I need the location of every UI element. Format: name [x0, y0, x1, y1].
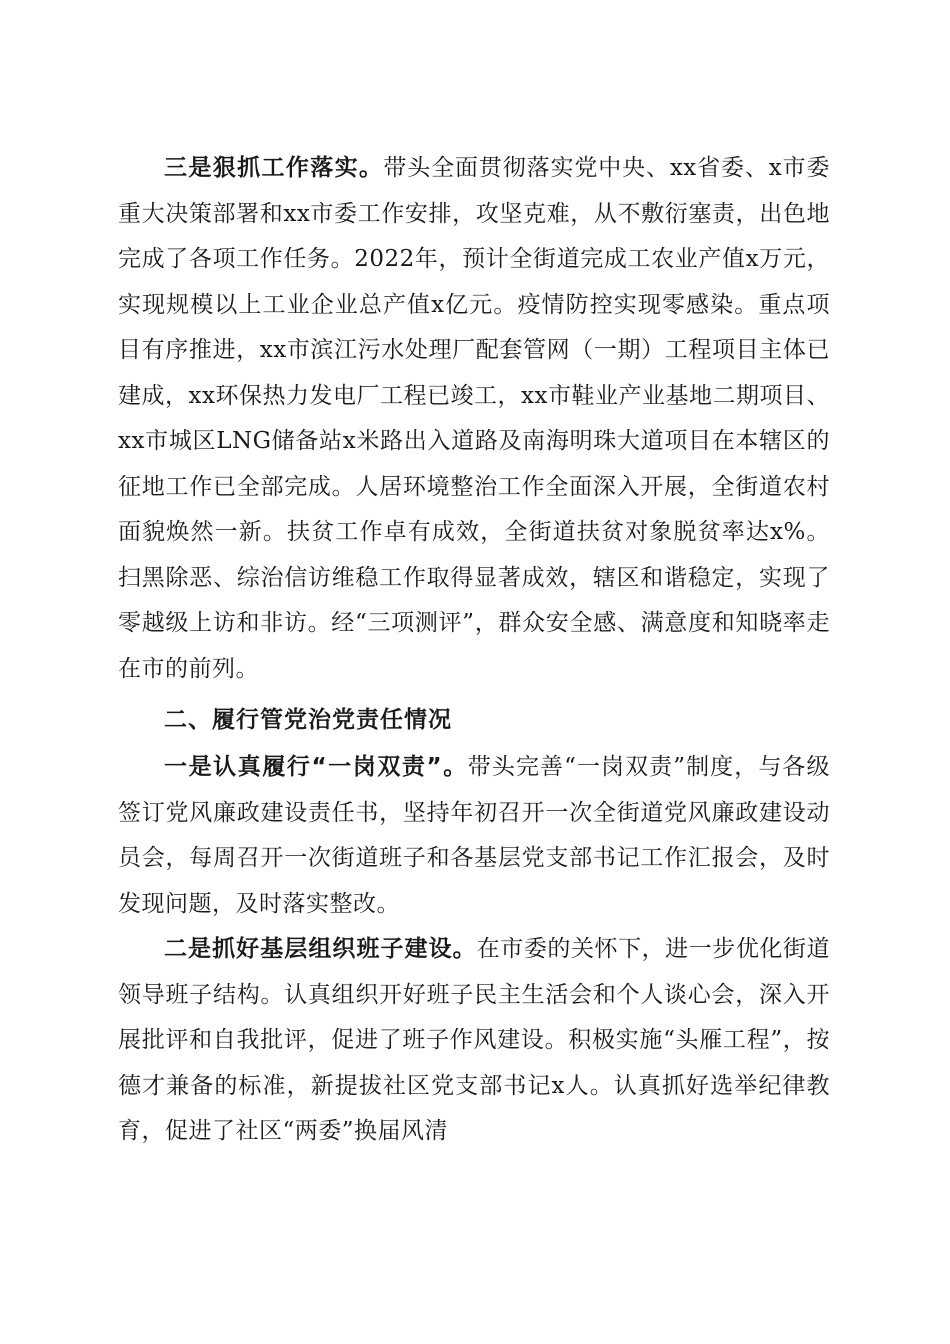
section-heading: 二、履行管党治党责任情况 [164, 707, 452, 733]
paragraph-grassroots-team-building [118, 927, 830, 1155]
paragraph-one-post-dual-duty [118, 745, 830, 927]
document-body [118, 146, 830, 1155]
paragraph-text: 在市委的关怀下，进一步优化街道领导班子结构。认真组织开好班子民主生活会和个人谈心会，深入开展批评和自我批评，促进了班子作风建设。积极实施“头雁工程”，按德才兼备的标准，新提拔社区党支部书记x人。认真抓好选举纪律教育，促进了社区“两委”换届风清 [118, 936, 831, 1144]
paragraph-text: 带头全面贯彻落实党中央、xx省委、x市委重大决策部署和xx市委工作安排，攻坚克难，从不敷衍塞责，出色地完成了各项工作任务。2022年，预计全街道完成工农业产值x万元，实现规模以上工业企业总产值x亿元。疫情防控实现零感染。重点项目有序推进，xx市滨江污水处理厂配套管网（一期）工程项目主体已建成，xx环保热力发电厂工程已竣工，xx市鞋业产业基地二期项目、xx市城区LNG储备站x米路出入道路及南海明珠大道项目在本辖区的征地工作已全部完成。人居环境整治工作全面深入开展，全街道农村面貌焕然一新。扶贫工作卓有成效，全街道扶贫对象脱贫率达x%。扫黑除恶、综治信访维稳工作取得显著成效，辖区和谐稳定，实现了零越级上访和非访。经“三项测评”，群众安全感、满意度和知晓率走在市的前列。 [118, 155, 830, 682]
paragraph-lead: 二是抓好基层组织班子建设。 [164, 936, 477, 962]
paragraph-lead: 三是狠抓工作落实。 [164, 155, 384, 181]
paragraph-work-implementation [118, 146, 830, 692]
paragraph-text: 带头完善“一岗双责”制度，与各级签订党风廉政建设责任书，坚持年初召开一次全街道党风廉政建设动员会，每周召开一次街道班子和各基层党支部书记工作汇报会，及时发现问题，及时落实整改。 [118, 754, 830, 917]
paragraph-lead: 一是认真履行“一岗双责”。 [164, 754, 468, 780]
